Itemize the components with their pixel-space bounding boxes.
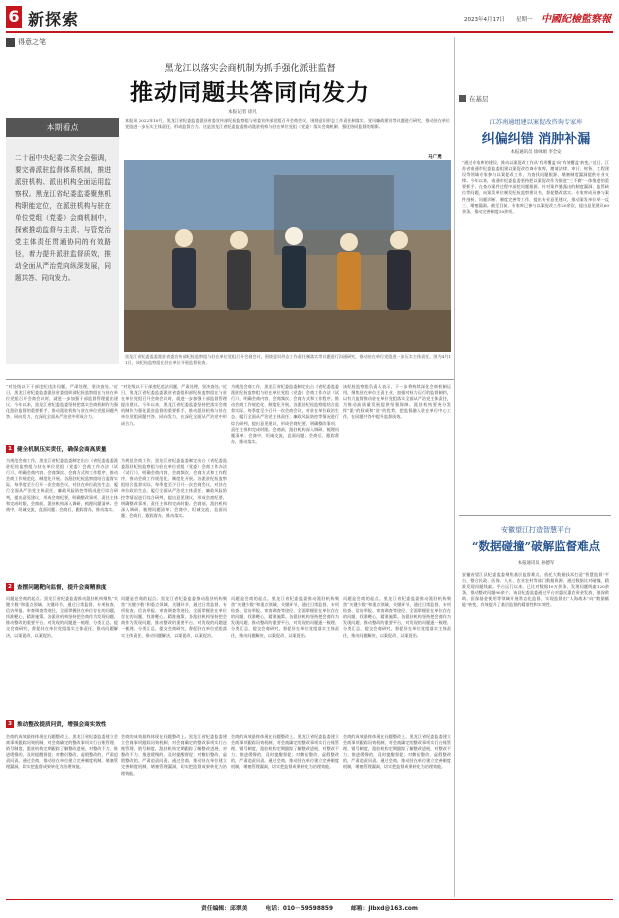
right-story1-kicker: 江苏南通组建以案促改咨询专家库 xyxy=(489,119,583,126)
body-col2-d: 会商的成效最终体现在问题整改上。黑龙江省纪委监委建立会商事项跟踪问效机制，对会商确定的整改事项实行台账管理、销号制度，派驻机构定期跟踪了解整改进展，对整改不力、推进缓慢的，及时提醒督促；对敷衍整改、虚假整改的，严肃追责问责。通过会商，推动驻在单位建立完善制度机制，堵塞管理漏洞，切实把监督成果转化为治理效能。 xyxy=(121,734,227,776)
right-story2-byline: 本报通讯员 孙德军 xyxy=(517,561,555,566)
column-divider xyxy=(454,37,455,897)
body-col4-b: 问题是会商的起点。黑龙江省纪委监委推动派驻机构聚焦“关键少数”和重点领域、关键环节，通过日常监督、专项检查、信访举报、审查调查等途径，全面掌握驻在单位存在的问题，找准靶心，精准施策。各派驻机构坚持把会商作为发现问题、推动整改的重要平台，对发现的问题逐一梳理、分类汇总，提交会商研究，督促驻在单位党组落实主体责任，推动问题解决，以案促改、以案促治。 xyxy=(343,596,451,638)
page-number: 6 xyxy=(6,6,22,28)
right-story2-headline: “数据碰撞”破解监督难点 xyxy=(471,539,601,553)
section-title-1: 健全机制压实责任，确保会商高质量 xyxy=(17,447,107,453)
sidebar-highlights-title: 本期看点 xyxy=(46,123,79,132)
body-col4-a: 该纪检监察组负责人表示，下一步将持续深化会商机制运用，聚焦驻在单位主责主业，加强对权力运行的监督制约，以有力监督推动驻在单位党组落实全面从严治党主体责任，为推动高质量发展提供坚强保障。派驻机构要充分发挥“派”的权威和“驻”的优势，把监督融入驻在单位中心工作，在同题共答中提升监督质效。 xyxy=(343,384,451,420)
body-col2-b: 为规范会商工作，黑龙江省纪委监委制定出台《省纪委监委派驻纪检监察组与驻在单位党组（党委）会商工作办法（试行）》，明确会商内容、会商频次、会商方式和工作程序，推动会商工作规范化、制度化开展。各派驻纪检监察组结合监督实际，每季度至少召开一次会商会议，对驻在单位政治生态、履行全面从严治党主体责任、廉政风险防控等情况进行综合研判，提出意见建议，形成会商纪要，明确整改事项、责任主体和完成时限。会商前，派驻机构深入调研，梳理问题清单；会商中，坦诚交流，直面问题；会商后，跟踪督办，推动落实。 xyxy=(121,458,227,518)
main-subtitle: 黑龙江以落实会商机制为抓手强化派驻监督 xyxy=(164,64,336,74)
section-1-text-col1: 为规范会商工作，黑龙江省纪委监委制定出台《省纪委监委派驻纪检监察组与驻在单位党组（党委）会商工作办法（试行）》，明确会商内容、会商频次、会商方式和工作程序，推动会商工作规范化、制度化开展。各派驻纪检监察组结合监督实际，每季度至少召开一次会商会议，对驻在单位政治生态、履行全面从严治党主体责任、廉政风险防控等情况进行综合研判，提出意见建议，形成会商纪要，明确整改事项、责任主体和完成时限。会商前，派驻机构深入调研，梳理问题清单；会商中，坦诚交流，直面问题；会商后，跟踪督办，推动落实。 xyxy=(6,458,118,512)
main-photo-scene xyxy=(124,160,451,352)
body-col4-c: 会商的成效最终体现在问题整改上。黑龙江省纪委监委建立会商事项跟踪问效机制，对会商确定的整改事项实行台账管理、销号制度，派驻机构定期跟踪了解整改进展，对整改不力、推进缓慢的，及时提醒督促；对敷衍整改、虚假整改的，严肃追责问责。通过会商，推动驻在单位建立完善制度机制，堵塞管理漏洞，切实把监督成果转化为治理效能。 xyxy=(343,734,451,770)
sidebar-highlights-text: 二十届中央纪委二次全会强调，要完善派驻监督体系机制，推进派驻机构、派出机构全面运用监察权。黑龙江省纪委监委聚焦机构职能定位，在派驻机构与驻在单位党组（党委）会商机制中，探索推动监督与主责、与管党治党主体责任贯通协同的有效路径，着力提升派驻监督质效，推动全面从严治党向纵深发展，同题共答、同向发力。 xyxy=(15,154,111,282)
body-col2-c: 问题是会商的起点。黑龙江省纪委监委推动派驻机构聚焦“关键少数”和重点领域、关键环节，通过日常监督、专项检查、信访举报、审查调查等途径，全面掌握驻在单位存在的问题，找准靶心，精准施策。各派驻机构坚持把会商作为发现问题、推动整改的重要平台，对发现的问题逐一梳理、分类汇总，提交会商研究，督促驻在单位党组落实主体责任，推动问题解决，以案促改、以案促治。 xyxy=(121,596,227,638)
column-label-icon xyxy=(6,38,15,47)
photo-rule xyxy=(6,379,454,380)
section-title: 新探索 xyxy=(28,10,80,29)
intro-paragraph: “对处级以下干部违纪违法问题，严肃处理，坚决查处。”近日，黑龙江省纪委监委派驻省委组织部纪检监察组在与驻在单位党组召开会商会议时，就进一步加强干部监督管理提出建议。今年以来，黑龙江省纪委监委坚持把落实会商机制作为强化派驻监督的重要抓手，推动派驻机构与驻在单位党组同题共答、同向发力，在深化全面从严治党中形成合力。 xyxy=(6,384,118,420)
footer-rule xyxy=(6,899,613,900)
footer-editor: 责任编辑：邱翠美 xyxy=(201,906,248,912)
section-heading-1 xyxy=(6,445,206,453)
masthead-rule xyxy=(6,31,613,33)
deck-text: 本报讯 2022年10月，黑龙江省纪委监委派驻省委宣传部纪检监察组与省委宣传部党组召开会商会议，围绕意识形态工作责任制落实、党风廉政建设等议题进行研究，推动驻在单位党组进一步压实主体责任，形成监督合力。这是黑龙江省纪委监委推动派驻机构与驻在单位党组（党委）落实会商机制、强化协同监督的缩影。 xyxy=(125,118,450,130)
footer xyxy=(0,903,619,912)
body-col3-c: 会商的成效最终体现在问题整改上。黑龙江省纪委监委建立会商事项跟踪问效机制，对会商确定的整改事项实行台账管理、销号制度，派驻机构定期跟踪了解整改进展，对整改不力、推进缓慢的，及时提醒督促；对敷衍整改、虚假整改的，严肃追责问责。通过会商，推动驻在单位建立完善制度机制，堵塞管理漏洞，切实把监督成果转化为治理效能。 xyxy=(231,734,339,770)
section-heading-3 xyxy=(6,720,206,728)
section-number-3: 3 xyxy=(6,720,14,728)
section-title-2: 查摆问题靶向监督，提升会商精准度 xyxy=(17,585,107,591)
issue-weekday: 星期一 xyxy=(516,17,533,23)
right-story1-text: “通过专家库的建设，推动以案促改工作从‘有形覆盖’向‘有效覆盖’转变。”近日，江苏省南通市纪委监委组建以案促改咨询专家库，邀请法律、审计、财务、工程建设等领域专家参与以案促改工作，为查找问题根源、堵塞制度漏洞提供专业支撑。今年以来，南通市纪委监委坚持把以案促改作为推进“三不腐”一体推进的重要抓手，在查办案件过程中深挖问题根源，针对案件暴露出的制度漏洞、监管缺位等问题，向案发单位制发纪检监察建议书，督促整改落实。专家库成员参与案件剖析、问题诊断、制度完善等工作，提出专业意见建议，推动案发单位举一反三、堵塞漏洞。截至目前，专家库已参与以案促改工作20余次，提出意见建议60余条，推动完善制度30余项。 xyxy=(462,160,609,214)
right-column-label xyxy=(459,94,489,103)
right-column-label-icon xyxy=(459,95,466,102)
body-col3-a: 为规范会商工作，黑龙江省纪委监委制定出台《省纪委监委派驻纪检监察组与驻在单位党组（党委）会商工作办法（试行）》，明确会商内容、会商频次、会商方式和工作程序，推动会商工作规范化、制度化开展。各派驻纪检监察组结合监督实际，每季度至少召开一次会商会议，对驻在单位政治生态、履行全面从严治党主体责任、廉政风险防控等情况进行综合研判，提出意见建议，形成会商纪要，明确整改事项、责任主体和完成时限。会商前，派驻机构深入调研，梳理问题清单；会商中，坦诚交流，直面问题；会商后，跟踪督办，推动落实。 xyxy=(231,384,339,444)
section-title-3: 推动整改提质问责，增强会商实效性 xyxy=(17,722,107,728)
right-story1-byline: 本报通讯员 徐咏娟 李全安 xyxy=(510,150,562,155)
section-number-2: 2 xyxy=(6,583,14,591)
right-story-rule xyxy=(459,515,611,516)
column-label xyxy=(6,37,46,47)
sidebar-highlights xyxy=(6,118,119,364)
deck-author: 马广勇 xyxy=(428,155,442,160)
footer-phone: 电话：010－59598859 xyxy=(265,906,333,912)
right-story2-text: 安徽省望江县纪委监委聚焦基层监督难点，依托大数据技术打造“智慧监督”平台，整合民政、医保、人社、农业农村等部门数据资源，通过数据比对碰撞，精准发现问题线索。平台运行以来，已比对数据10万余条，发现问题线索120余条，推动整改问题90余个。该县纪委监委通过平台对惠民惠农资金发放、低保救助、医保基金使用等领域开展常态化监督，实现监督由“人海战术”向“数据赋能”转变，有效提升了基层监督的精准性和实效性。 xyxy=(462,572,609,608)
paper-name-logo: 中國紀檢監察報 xyxy=(541,14,611,25)
right-story1-headline: 纠偏纠错 消肿补漏 xyxy=(481,132,591,147)
issue-date: 2023年4月17日 xyxy=(464,17,505,23)
section-number-1: 1 xyxy=(6,445,14,453)
photo-caption: 黑龙江省纪委监委派驻省委宣传部纪检监察组与驻在单位党组召开会商会议，围绕意识形态工作责任制落实等议题进行沟通研究，推动驻在单位党组进一步压实主体责任。图为4月11日，该纪检监察组在驻在单位开展监督检查。 xyxy=(125,354,451,366)
main-headline: 推动同题共答同向发力 xyxy=(130,79,370,106)
right-story2-kicker: 安徽望江打造智慧平台 xyxy=(501,526,571,534)
section-heading-2 xyxy=(6,583,206,591)
main-photo xyxy=(124,160,451,352)
right-column-label-text: 在基层 xyxy=(469,95,489,103)
section-2-text-col1: 问题是会商的起点。黑龙江省纪委监委推动派驻机构聚焦“关键少数”和重点领域、关键环节，通过日常监督、专项检查、信访举报、审查调查等途径，全面掌握驻在单位存在的问题，找准靶心，精准施策。各派驻机构坚持把会商作为发现问题、推动整改的重要平台，对发现的问题逐一梳理、分类汇总，提交会商研究，督促驻在单位党组落实主体责任，推动问题解决，以案促改、以案促治。 xyxy=(6,596,118,638)
section-3-text-col1: 会商的成效最终体现在问题整改上。黑龙江省纪委监委建立会商事项跟踪问效机制，对会商确定的整改事项实行台账管理、销号制度，派驻机构定期跟踪了解整改进展，对整改不力、推进缓慢的，及时提醒督促；对敷衍整改、虚假整改的，严肃追责问责。通过会商，推动驻在单位建立完善制度机制，堵塞管理漏洞，切实把监督成果转化为治理效能。 xyxy=(6,734,118,770)
main-byline: 本报记者 徐凡 xyxy=(228,110,258,115)
masthead xyxy=(6,4,613,30)
footer-email: 邮箱：jlbxd@163.com xyxy=(350,906,418,912)
body-col2-a: “对处级以下干部违纪违法问题，严肃处理，坚决查处。”近日，黑龙江省纪委监委派驻省委组织部纪检监察组在与驻在单位党组召开会商会议时，就进一步加强干部监督管理提出建议。今年以来，黑龙江省纪委监委坚持把落实会商机制作为强化派驻监督的重要抓手，推动派驻机构与驻在单位党组同题共答、同向发力，在深化全面从严治党中形成合力。 xyxy=(121,384,227,426)
body-col3-b: 问题是会商的起点。黑龙江省纪委监委推动派驻机构聚焦“关键少数”和重点领域、关键环节，通过日常监督、专项检查、信访举报、审查调查等途径，全面掌握驻在单位存在的问题，找准靶心，精准施策。各派驻机构坚持把会商作为发现问题、推动整改的重要平台，对发现的问题逐一梳理、分类汇总，提交会商研究，督促驻在单位党组落实主体责任，推动问题解决，以案促改、以案促治。 xyxy=(231,596,339,638)
column-label-text: 得意之笔 xyxy=(18,38,46,46)
